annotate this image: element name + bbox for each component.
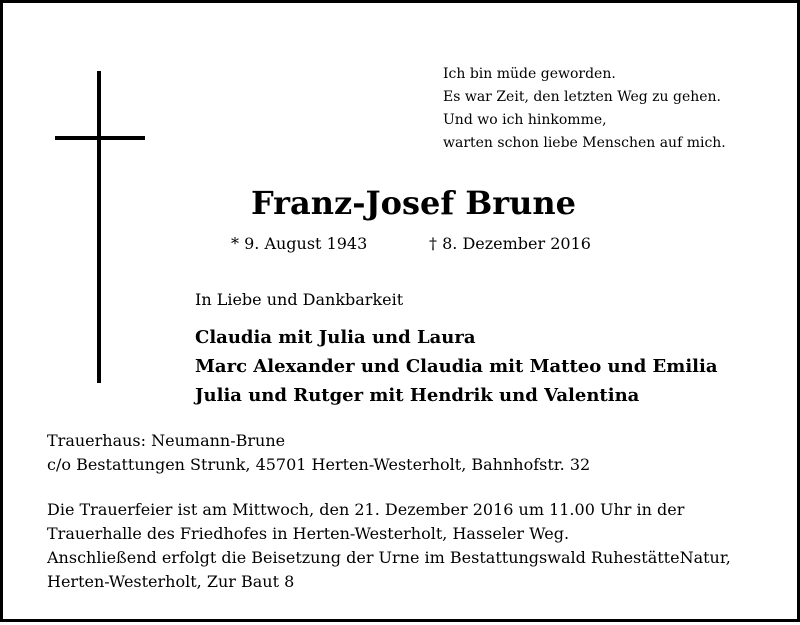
- funeral-service-info: [47, 498, 731, 594]
- poem-line: warten schon liebe Menschen auf mich.: [443, 135, 726, 151]
- service-line: Die Trauerfeier ist am Mittwoch, den 21. Dezember 2016 um 11.00 Uhr in der: [47, 500, 685, 519]
- poem-line: Und wo ich hinkomme,: [443, 112, 607, 128]
- cross-vertical-beam: [97, 71, 101, 383]
- family-line: Marc Alexander und Claudia mit Matteo und Emilia: [195, 356, 718, 377]
- mourning-house-line: Trauerhaus: Neumann-Brune: [47, 431, 286, 450]
- deceased-name: Franz-Josef Brune: [251, 184, 577, 222]
- family-line: Julia und Rutger mit Hendrik und Valentina: [195, 385, 640, 406]
- mourning-house: [47, 429, 590, 477]
- service-line: Herten-Westerholt, Zur Baut 8: [47, 572, 295, 591]
- poem-line: Ich bin müde geworden.: [443, 66, 616, 82]
- cross-horizontal-beam: [55, 136, 145, 140]
- dedication-intro: In Liebe und Dankbarkeit: [195, 290, 404, 309]
- family-list: [195, 323, 718, 410]
- poem: [443, 63, 726, 155]
- death-date: † 8. Dezember 2016: [429, 234, 591, 253]
- service-line: Trauerhalle des Friedhofes in Herten-Westerholt, Hasseler Weg.: [47, 524, 570, 543]
- birth-date: * 9. August 1943: [231, 234, 368, 253]
- service-line: Anschließend erfolgt die Beisetzung der Urne im Bestattungswald RuhestätteNatur,: [47, 548, 731, 567]
- mourning-house-line: c/o Bestattungen Strunk, 45701 Herten-Westerholt, Bahnhofstr. 32: [47, 455, 591, 474]
- family-line: Claudia mit Julia und Laura: [195, 327, 476, 348]
- poem-line: Es war Zeit, den letzten Weg zu gehen.: [443, 89, 722, 105]
